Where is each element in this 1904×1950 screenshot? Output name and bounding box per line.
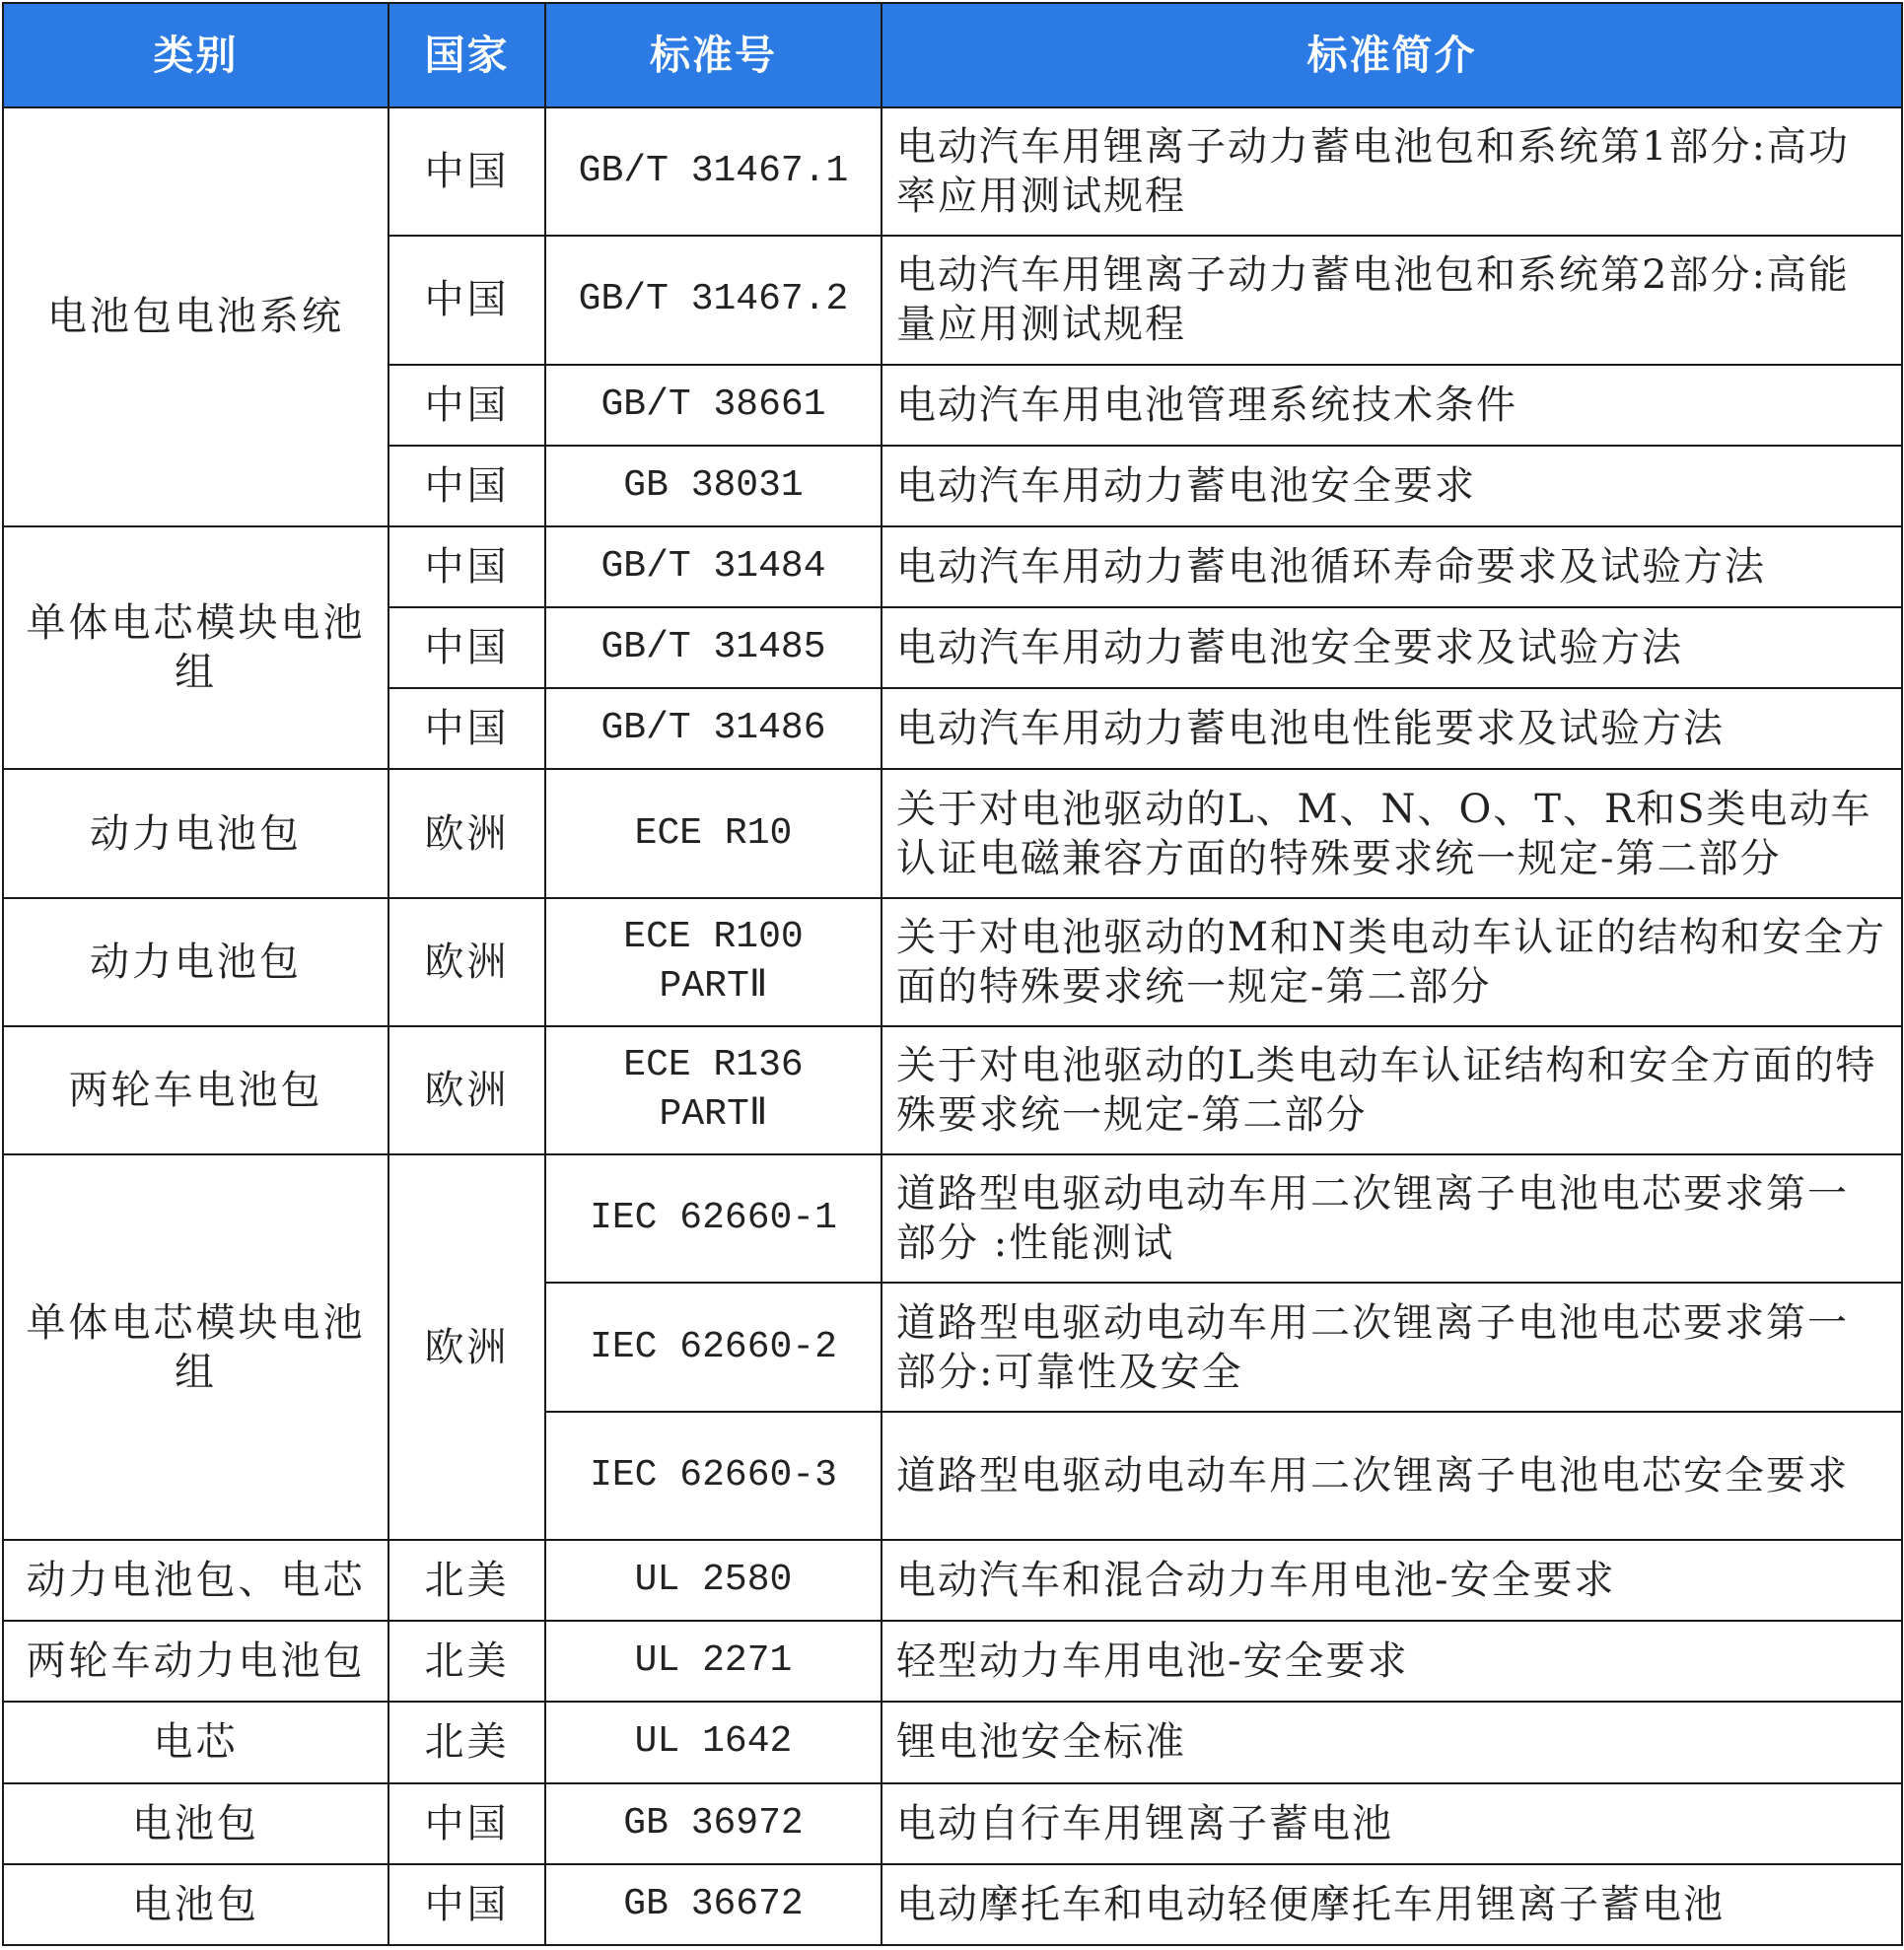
country-cell: 中国 xyxy=(388,1864,545,1945)
standard-number-cell: GB/T 31467.1 xyxy=(545,107,881,236)
country-cell: 北美 xyxy=(388,1540,545,1621)
country-cell: 欧洲 xyxy=(388,1154,545,1540)
standard-number-cell: IEC 62660-2 xyxy=(545,1283,881,1411)
category-cell: 单体电芯模块电池组 xyxy=(3,1154,388,1540)
table-row xyxy=(3,1864,1902,1945)
category-cell: 电芯 xyxy=(3,1702,388,1782)
standard-summary-cell: 轻型动力车用电池-安全要求 xyxy=(881,1621,1902,1702)
standard-summary-cell: 电动汽车用锂离子动力蓄电池包和系统第2部分:高能量应用测试规程 xyxy=(881,236,1902,364)
standard-summary-cell: 电动自行车用锂离子蓄电池 xyxy=(881,1783,1902,1864)
country-cell: 中国 xyxy=(388,607,545,688)
standard-number-cell: GB/T 31467.2 xyxy=(545,236,881,364)
header-standard-number: 标准号 xyxy=(545,3,881,107)
standard-summary-cell: 电动汽车用锂离子动力蓄电池包和系统第1部分:高功率应用测试规程 xyxy=(881,107,1902,236)
standard-number-cell: IEC 62660-1 xyxy=(545,1154,881,1283)
country-cell: 中国 xyxy=(388,526,545,607)
category-cell: 动力电池包 xyxy=(3,769,388,897)
standard-number-cell: GB 36972 xyxy=(545,1783,881,1864)
standard-summary-cell: 电动汽车和混合动力车用电池-安全要求 xyxy=(881,1540,1902,1621)
standard-number-cell: GB/T 31484 xyxy=(545,526,881,607)
table-row xyxy=(3,1026,1902,1154)
category-cell: 电池包电池系统 xyxy=(3,107,388,526)
standard-summary-cell: 锂电池安全标准 xyxy=(881,1702,1902,1782)
standard-summary-cell: 电动汽车用动力蓄电池安全要求及试验方法 xyxy=(881,607,1902,688)
table-row xyxy=(3,898,1902,1026)
standard-summary-cell: 关于对电池驱动的L、M、N、O、T、R和S类电动车认证电磁兼容方面的特殊要求统一规定-第二部分 xyxy=(881,769,1902,897)
standard-number-cell: ECE R100 PARTⅡ xyxy=(545,898,881,1026)
table-row xyxy=(3,526,1902,607)
standard-number-cell: UL 2580 xyxy=(545,1540,881,1621)
standard-number-cell: GB/T 31485 xyxy=(545,607,881,688)
standard-summary-cell: 电动汽车用动力蓄电池电性能要求及试验方法 xyxy=(881,688,1902,769)
category-cell: 电池包 xyxy=(3,1783,388,1864)
table-row xyxy=(3,769,1902,897)
standard-number-cell: GB/T 31486 xyxy=(545,688,881,769)
header-category: 类别 xyxy=(3,3,388,107)
standard-summary-cell: 电动汽车用电池管理系统技术条件 xyxy=(881,365,1902,446)
standard-summary-cell: 道路型电驱动电动车用二次锂离子电池电芯要求第一部分 :性能测试 xyxy=(881,1154,1902,1283)
standard-summary-cell: 关于对电池驱动的M和N类电动车认证的结构和安全方面的特殊要求统一规定-第二部分 xyxy=(881,898,1902,1026)
table-row xyxy=(3,1702,1902,1782)
standard-number-cell: UL 1642 xyxy=(545,1702,881,1782)
country-cell: 欧洲 xyxy=(388,769,545,897)
country-cell: 中国 xyxy=(388,365,545,446)
header-country: 国家 xyxy=(388,3,545,107)
category-cell: 电池包 xyxy=(3,1864,388,1945)
country-cell: 欧洲 xyxy=(388,898,545,1026)
header-standard-summary: 标准简介 xyxy=(881,3,1902,107)
standard-summary-cell: 道路型电驱动电动车用二次锂离子电池电芯要求第一部分:可靠性及安全 xyxy=(881,1283,1902,1411)
standards-table xyxy=(2,2,1903,1946)
standard-number-cell: ECE R10 xyxy=(545,769,881,897)
category-cell: 单体电芯模块电池组 xyxy=(3,526,388,770)
standard-summary-cell: 电动汽车用动力蓄电池安全要求 xyxy=(881,446,1902,526)
category-cell: 两轮车动力电池包 xyxy=(3,1621,388,1702)
country-cell: 中国 xyxy=(388,688,545,769)
standard-number-cell: GB/T 38661 xyxy=(545,365,881,446)
country-cell: 中国 xyxy=(388,446,545,526)
category-cell: 动力电池包 xyxy=(3,898,388,1026)
table-row xyxy=(3,1540,1902,1621)
standard-number-cell: ECE R136 PARTⅡ xyxy=(545,1026,881,1154)
header-row xyxy=(3,3,1902,107)
country-cell: 中国 xyxy=(388,107,545,236)
country-cell: 北美 xyxy=(388,1702,545,1782)
standard-summary-cell: 电动摩托车和电动轻便摩托车用锂离子蓄电池 xyxy=(881,1864,1902,1945)
category-cell: 动力电池包、电芯 xyxy=(3,1540,388,1621)
standard-number-cell: UL 2271 xyxy=(545,1621,881,1702)
table-row xyxy=(3,1154,1902,1283)
country-cell: 欧洲 xyxy=(388,1026,545,1154)
table-row xyxy=(3,1783,1902,1864)
standard-summary-cell: 道路型电驱动电动车用二次锂离子电池电芯安全要求 xyxy=(881,1412,1902,1540)
table-row xyxy=(3,1621,1902,1702)
standard-summary-cell: 电动汽车用动力蓄电池循环寿命要求及试验方法 xyxy=(881,526,1902,607)
category-cell: 两轮车电池包 xyxy=(3,1026,388,1154)
country-cell: 中国 xyxy=(388,236,545,364)
standard-number-cell: IEC 62660-3 xyxy=(545,1412,881,1540)
country-cell: 中国 xyxy=(388,1783,545,1864)
table-row xyxy=(3,107,1902,236)
country-cell: 北美 xyxy=(388,1621,545,1702)
standard-summary-cell: 关于对电池驱动的L类电动车认证结构和安全方面的特殊要求统一规定-第二部分 xyxy=(881,1026,1902,1154)
standard-number-cell: GB 38031 xyxy=(545,446,881,526)
standard-number-cell: GB 36672 xyxy=(545,1864,881,1945)
